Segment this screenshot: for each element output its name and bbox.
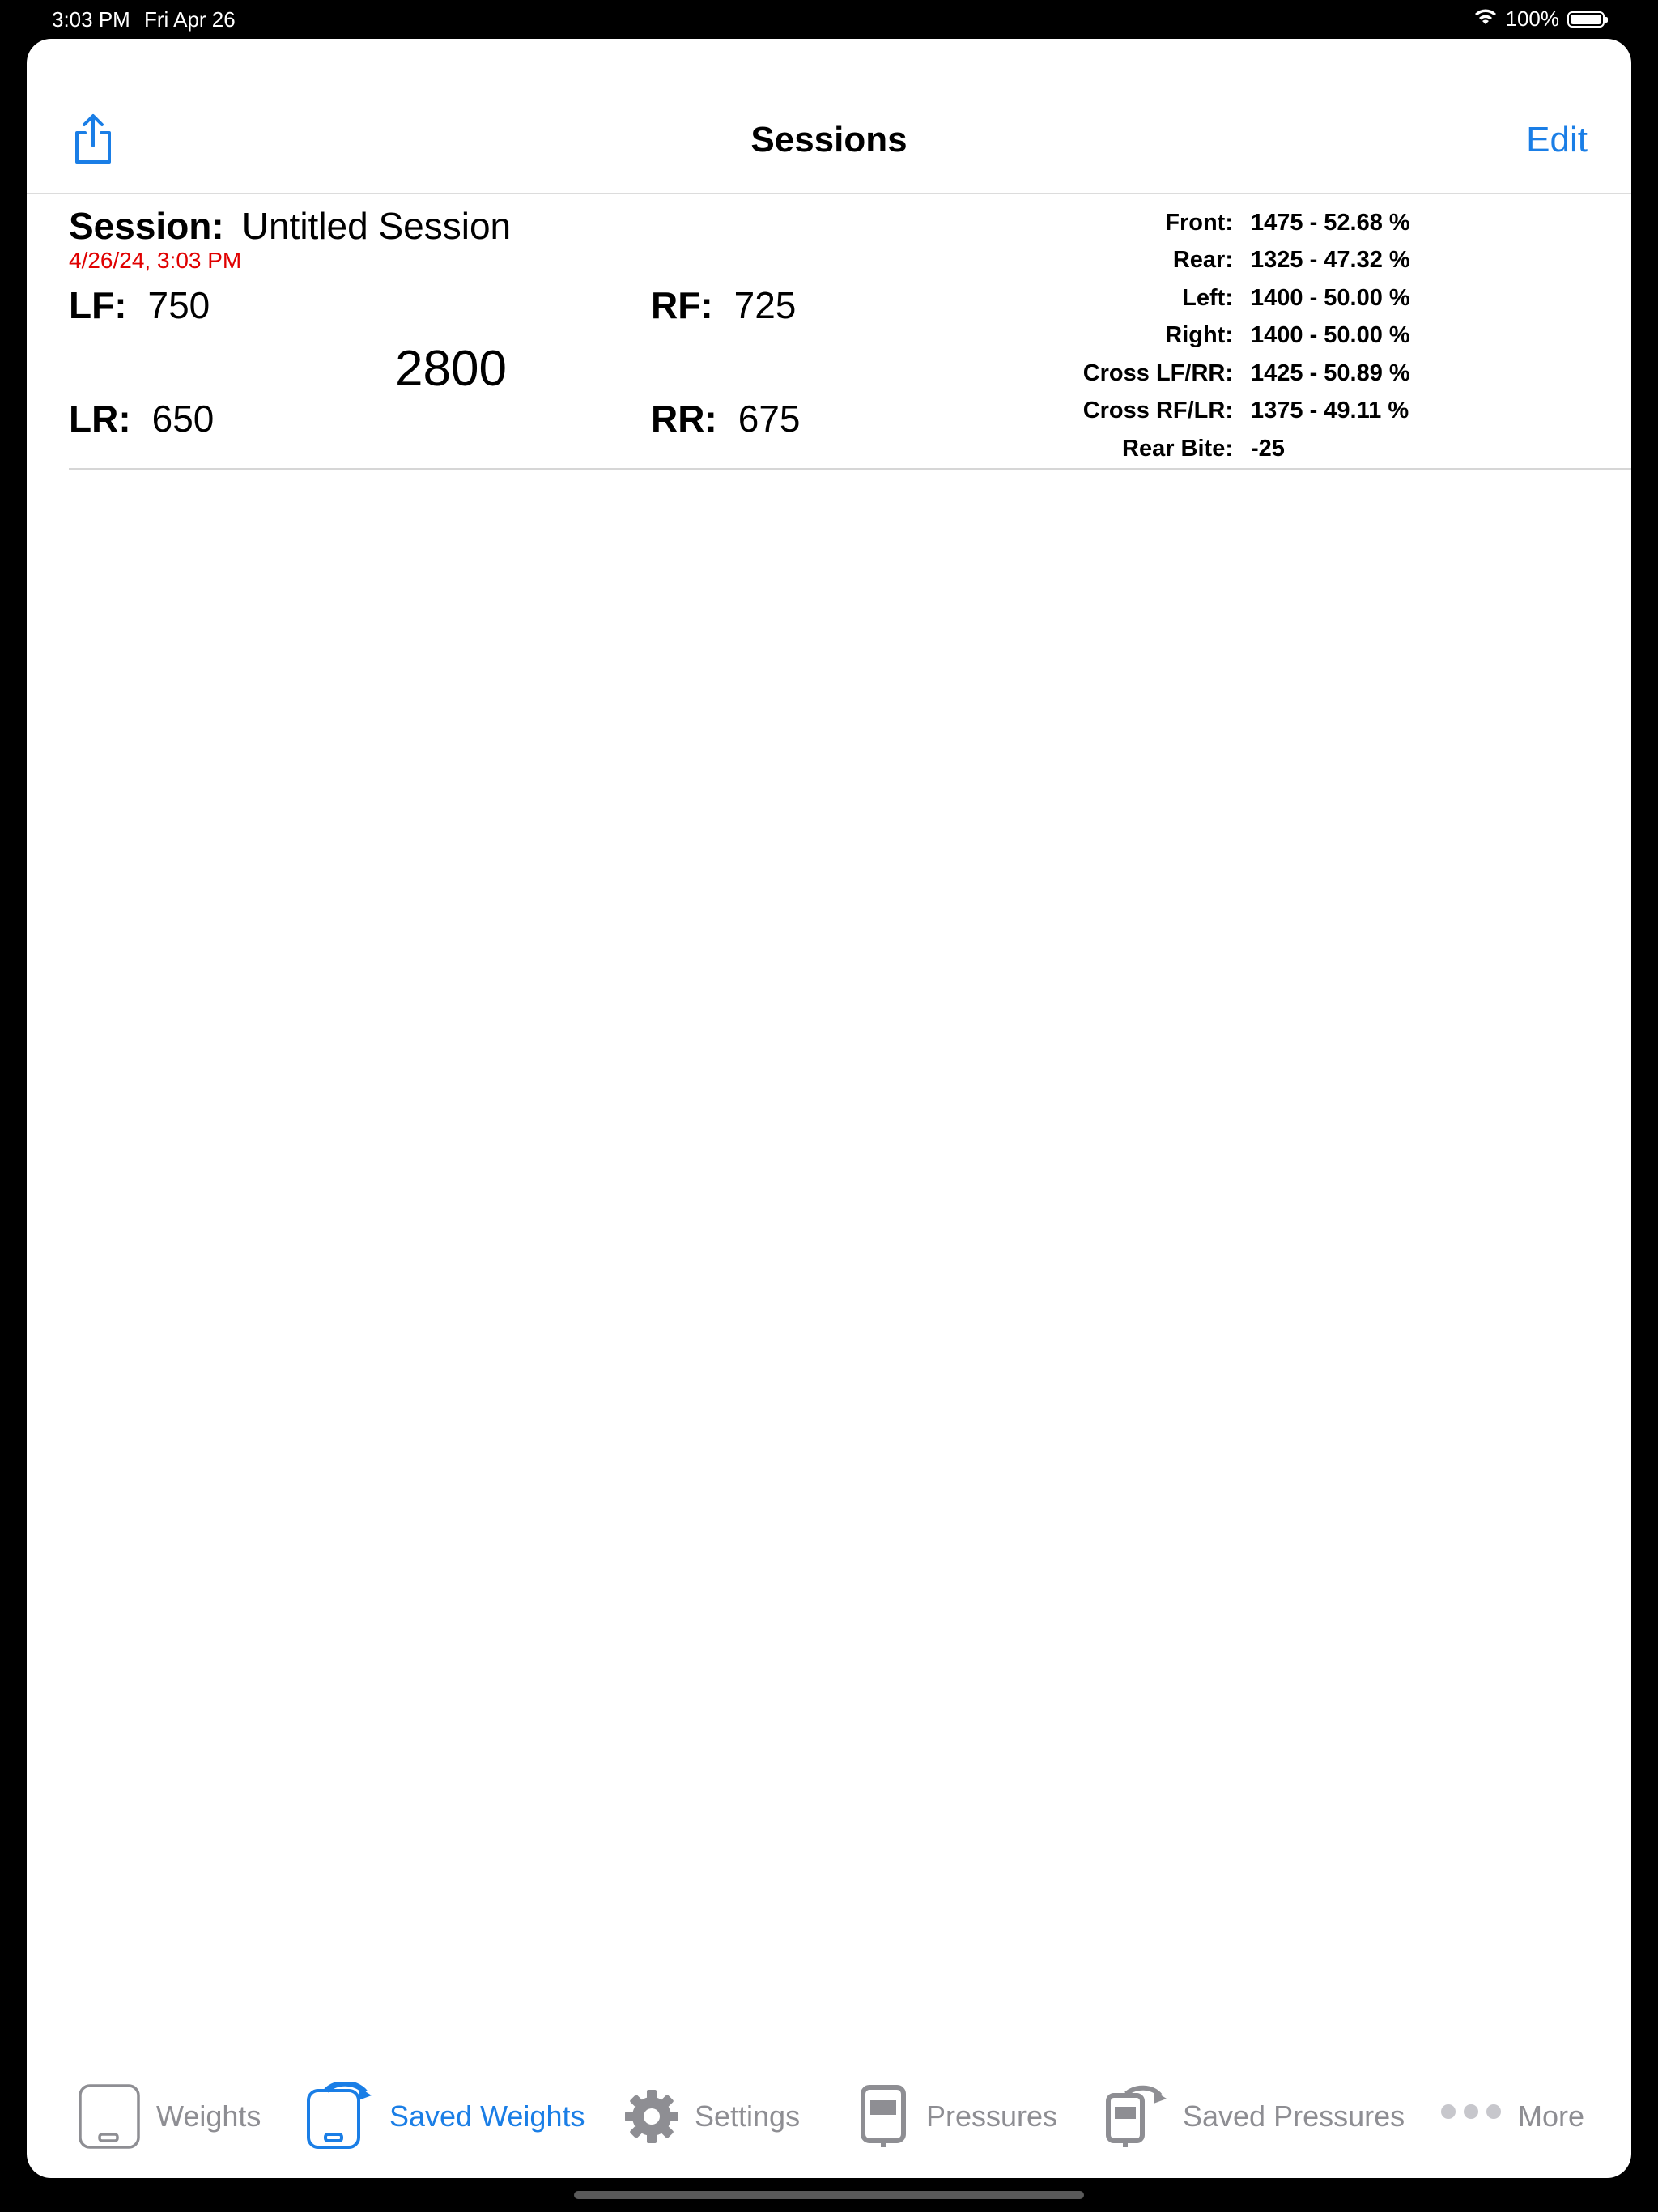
- tab-pressures[interactable]: [855, 2084, 1057, 2149]
- wifi-icon: [1473, 6, 1498, 32]
- stat-row-cross-lf-rr: [885, 355, 1410, 393]
- weight-stats: [885, 204, 1410, 468]
- status-right: [1473, 6, 1605, 32]
- tab-label: More: [1518, 2099, 1585, 2133]
- saved-pressure-icon: [1103, 2084, 1168, 2149]
- battery-icon: [1567, 11, 1605, 28]
- tab-label: Weights: [156, 2099, 261, 2133]
- stat-row-right: [885, 317, 1410, 355]
- rf-value: 725: [733, 284, 797, 326]
- stat-label: Rear Bite:: [1122, 435, 1233, 462]
- status-bar: [0, 0, 1658, 39]
- stat-label: Left:: [1182, 284, 1233, 311]
- stat-label: Right:: [1165, 322, 1233, 349]
- page-title: Sessions: [750, 120, 908, 160]
- session-date: 4/26/24, 3:03 PM: [69, 248, 242, 273]
- tab-more[interactable]: [1439, 2084, 1584, 2149]
- pressure-gauge-icon: [855, 2084, 912, 2149]
- battery-percent: 100%: [1505, 6, 1559, 31]
- rf-weight: [651, 283, 796, 327]
- row-divider: [69, 468, 1631, 470]
- main-card: [27, 39, 1631, 2178]
- stat-row-rear-bite: [885, 430, 1410, 468]
- tab-bar: [27, 2073, 1631, 2178]
- tab-label: Saved Pressures: [1183, 2099, 1405, 2133]
- stat-value: 1375 - 49.11 %: [1251, 398, 1409, 424]
- tab-label: Saved Weights: [389, 2099, 585, 2133]
- scale-icon: [77, 2084, 142, 2149]
- tab-weights[interactable]: [77, 2084, 261, 2149]
- rf-label: RF:: [651, 284, 713, 326]
- lf-label: LF:: [69, 284, 127, 326]
- lf-weight: [69, 283, 210, 327]
- stat-row-left: [885, 279, 1410, 317]
- status-time: 3:03 PM: [52, 7, 130, 32]
- tab-label: Pressures: [926, 2099, 1058, 2133]
- stat-value: -25: [1251, 435, 1285, 462]
- tab-settings[interactable]: [623, 2084, 800, 2149]
- stat-value: 1400 - 50.00 %: [1251, 322, 1410, 349]
- session-header: [69, 204, 511, 248]
- rr-value: 675: [738, 398, 801, 440]
- stat-label: Rear:: [1172, 247, 1233, 274]
- stat-row-cross-rf-lr: [885, 393, 1410, 431]
- rr-label: RR:: [651, 398, 717, 440]
- session-row[interactable]: [27, 194, 1631, 470]
- tab-saved-weights[interactable]: [305, 2084, 585, 2149]
- stat-label: Cross LF/RR:: [1082, 359, 1233, 386]
- session-label: Session:: [69, 205, 224, 247]
- stat-label: Front:: [1165, 209, 1233, 236]
- stat-value: 1325 - 47.32 %: [1251, 247, 1410, 274]
- total-weight: 2800: [395, 341, 507, 397]
- tab-label: Settings: [695, 2099, 801, 2133]
- session-name: Untitled Session: [241, 205, 512, 247]
- lr-label: LR:: [69, 398, 131, 440]
- stat-value: 1400 - 50.00 %: [1251, 284, 1410, 311]
- lr-weight: [69, 397, 214, 440]
- stat-value: 1475 - 52.68 %: [1251, 209, 1410, 236]
- stat-row-rear: [885, 242, 1410, 280]
- ellipsis-icon: [1439, 2100, 1503, 2133]
- stat-row-front: [885, 204, 1410, 242]
- navigation-bar: [27, 39, 1631, 194]
- lr-value: 650: [151, 398, 215, 440]
- status-date: Fri Apr 26: [144, 7, 236, 32]
- saved-scale-icon: [305, 2082, 375, 2150]
- stat-label: Cross RF/LR:: [1082, 398, 1233, 424]
- stat-value: 1425 - 50.89 %: [1251, 359, 1410, 386]
- rr-weight: [651, 397, 801, 440]
- lf-value: 750: [147, 284, 210, 326]
- edit-button[interactable]: Edit: [1526, 120, 1588, 160]
- home-indicator[interactable]: [574, 2191, 1084, 2199]
- gear-icon: [623, 2088, 680, 2145]
- tab-saved-pressures[interactable]: [1103, 2084, 1405, 2149]
